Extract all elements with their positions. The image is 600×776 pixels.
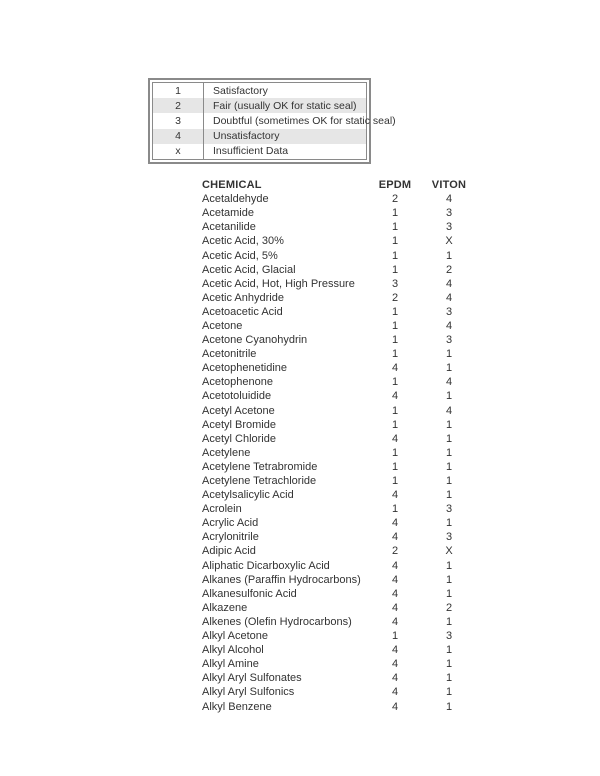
legend-rating-description: Doubtful (sometimes OK for static seal) bbox=[213, 115, 396, 127]
viton-rating: 1 bbox=[445, 686, 453, 699]
chemical-name: Acetic Acid, Glacial bbox=[202, 263, 296, 276]
epdm-rating: 4 bbox=[391, 559, 399, 572]
table-row bbox=[202, 699, 476, 713]
epdm-rating: 1 bbox=[391, 263, 399, 276]
table-row bbox=[202, 516, 476, 530]
table-row bbox=[202, 347, 476, 361]
viton-rating: 1 bbox=[445, 489, 453, 502]
chemical-name: Acetic Acid, 5% bbox=[202, 249, 278, 262]
chemical-name: Alkyl Benzene bbox=[202, 700, 272, 713]
epdm-rating: 1 bbox=[391, 503, 399, 516]
table-row bbox=[202, 573, 476, 587]
table-row bbox=[202, 248, 476, 262]
epdm-rating: 2 bbox=[391, 291, 399, 304]
chemical-name: Alkyl Aryl Sulfonates bbox=[202, 672, 302, 685]
column-header-epdm: EPDM bbox=[378, 179, 412, 192]
epdm-rating: 2 bbox=[391, 193, 399, 206]
chemical-name: Alkyl Aryl Sulfonics bbox=[202, 686, 295, 699]
epdm-rating: 1 bbox=[391, 630, 399, 643]
epdm-rating: 1 bbox=[391, 418, 399, 431]
viton-rating: 1 bbox=[445, 615, 453, 628]
viton-rating: 3 bbox=[445, 531, 453, 544]
epdm-rating: 2 bbox=[391, 545, 399, 558]
chemical-name: Acetylene bbox=[202, 446, 251, 459]
viton-rating: 3 bbox=[445, 503, 453, 516]
table-row bbox=[202, 559, 476, 573]
table-row bbox=[202, 220, 476, 234]
table-row bbox=[202, 460, 476, 474]
viton-rating: 1 bbox=[445, 249, 453, 262]
epdm-rating: 4 bbox=[391, 644, 399, 657]
viton-rating: 1 bbox=[445, 432, 453, 445]
viton-rating: 1 bbox=[445, 475, 453, 488]
chemical-name: Acetonitrile bbox=[202, 348, 257, 361]
chemical-name: Alkyl Acetone bbox=[202, 630, 269, 643]
viton-rating: 3 bbox=[445, 305, 453, 318]
chemical-name: Acetone Cyanohydrin bbox=[202, 334, 308, 347]
viton-rating: 1 bbox=[445, 517, 453, 530]
epdm-rating: 1 bbox=[391, 475, 399, 488]
table-row bbox=[202, 333, 476, 347]
table-row bbox=[202, 418, 476, 432]
epdm-rating: 4 bbox=[391, 362, 399, 375]
viton-rating: 1 bbox=[445, 700, 453, 713]
viton-rating: 1 bbox=[445, 672, 453, 685]
viton-rating: 1 bbox=[445, 390, 453, 403]
table-row bbox=[202, 291, 476, 305]
epdm-rating: 1 bbox=[391, 221, 399, 234]
table-row bbox=[202, 305, 476, 319]
legend-rating-code: 4 bbox=[153, 129, 204, 144]
epdm-rating: 4 bbox=[391, 531, 399, 544]
chemical-name: Acetoacetic Acid bbox=[202, 305, 283, 318]
chemical-name: Acetone bbox=[202, 319, 243, 332]
table-row bbox=[202, 361, 476, 375]
chemical-name: Acetyl Bromide bbox=[202, 418, 276, 431]
table-row bbox=[202, 404, 476, 418]
viton-rating: 1 bbox=[445, 362, 453, 375]
viton-rating: 1 bbox=[445, 658, 453, 671]
legend-row bbox=[153, 98, 366, 113]
chemical-name: Acetyl Acetone bbox=[202, 404, 275, 417]
chemical-name: Acrolein bbox=[202, 503, 242, 516]
rating-legend bbox=[148, 78, 396, 164]
viton-rating: 4 bbox=[445, 193, 453, 206]
table-row bbox=[202, 474, 476, 488]
chemical-name: Acetotoluidide bbox=[202, 390, 272, 403]
viton-rating: 1 bbox=[445, 587, 453, 600]
table-row bbox=[202, 389, 476, 403]
legend-row bbox=[153, 113, 396, 128]
epdm-rating: 4 bbox=[391, 489, 399, 502]
legend-rating-code: 2 bbox=[153, 98, 204, 113]
table-row bbox=[202, 601, 476, 615]
viton-rating: 4 bbox=[445, 277, 453, 290]
viton-rating: 2 bbox=[445, 263, 453, 276]
epdm-rating: 4 bbox=[391, 658, 399, 671]
chemical-name: Alkanesulfonic Acid bbox=[202, 587, 297, 600]
column-header-chemical: CHEMICAL bbox=[202, 179, 262, 192]
table-row bbox=[202, 446, 476, 460]
chemical-name: Acetyl Chloride bbox=[202, 432, 276, 445]
viton-rating: 1 bbox=[445, 573, 453, 586]
epdm-rating: 4 bbox=[391, 601, 399, 614]
legend-rating-description: Insufficient Data bbox=[213, 145, 289, 158]
chemical-name: Acrylic Acid bbox=[202, 517, 259, 530]
table-header-row bbox=[202, 178, 476, 192]
chemical-name: Alkazene bbox=[202, 601, 248, 614]
chemical-name: Acetaldehyde bbox=[202, 193, 269, 206]
epdm-rating: 4 bbox=[391, 517, 399, 530]
chemical-name: Acetamide bbox=[202, 207, 254, 220]
legend-rating-description: Satisfactory bbox=[213, 84, 268, 97]
table-row bbox=[202, 319, 476, 333]
table-row bbox=[202, 685, 476, 699]
viton-rating: 1 bbox=[445, 559, 453, 572]
chemical-name: Acetophenone bbox=[202, 376, 273, 389]
legend-row bbox=[153, 144, 366, 159]
chemical-name: Acrylonitrile bbox=[202, 531, 259, 544]
table-row bbox=[202, 234, 476, 248]
viton-rating: 1 bbox=[445, 418, 453, 431]
chemical-name: Acetanilide bbox=[202, 221, 256, 234]
table-row bbox=[202, 629, 476, 643]
viton-rating: 4 bbox=[445, 404, 453, 417]
viton-rating: 3 bbox=[445, 207, 453, 220]
epdm-rating: 4 bbox=[391, 587, 399, 600]
viton-rating: 1 bbox=[445, 446, 453, 459]
column-header-viton: VITON bbox=[431, 179, 467, 192]
table-row bbox=[202, 544, 476, 558]
viton-rating: 3 bbox=[445, 630, 453, 643]
viton-rating: 1 bbox=[445, 460, 453, 473]
viton-rating: X bbox=[445, 545, 453, 558]
viton-rating: 4 bbox=[445, 376, 453, 389]
table-row bbox=[202, 192, 476, 206]
table-row bbox=[202, 657, 476, 671]
legend-table bbox=[152, 82, 396, 160]
table-row bbox=[202, 643, 476, 657]
epdm-rating: 1 bbox=[391, 235, 399, 248]
chemical-compatibility-table bbox=[202, 178, 476, 714]
epdm-rating: 1 bbox=[391, 319, 399, 332]
epdm-rating: 4 bbox=[391, 432, 399, 445]
legend-rating-code: x bbox=[153, 144, 204, 159]
viton-rating: 1 bbox=[445, 348, 453, 361]
viton-rating: 4 bbox=[445, 291, 453, 304]
chemical-name: Acetic Acid, Hot, High Pressure bbox=[202, 277, 355, 290]
epdm-rating: 1 bbox=[391, 334, 399, 347]
legend-rating-description: Fair (usually OK for static seal) bbox=[213, 99, 357, 112]
epdm-rating: 4 bbox=[391, 615, 399, 628]
viton-rating: X bbox=[445, 235, 453, 248]
epdm-rating: 1 bbox=[391, 249, 399, 262]
table-row bbox=[202, 277, 476, 291]
chemical-name: Acetylene Tetrachloride bbox=[202, 475, 317, 488]
chemical-name: Aliphatic Dicarboxylic Acid bbox=[202, 559, 330, 572]
epdm-rating: 3 bbox=[391, 277, 399, 290]
table-row bbox=[202, 671, 476, 685]
table-row bbox=[202, 432, 476, 446]
legend-rating-code: 3 bbox=[153, 113, 204, 128]
epdm-rating: 1 bbox=[391, 348, 399, 361]
chemical-name: Alkyl Alcohol bbox=[202, 644, 264, 657]
table-row bbox=[202, 488, 476, 502]
epdm-rating: 1 bbox=[391, 207, 399, 220]
table-row bbox=[202, 502, 476, 516]
table-row bbox=[202, 530, 476, 544]
table-body bbox=[202, 192, 476, 713]
epdm-rating: 1 bbox=[391, 460, 399, 473]
chemical-name: Acetylsalicylic Acid bbox=[202, 489, 294, 502]
chemical-name: Alkenes (Olefin Hydrocarbons) bbox=[202, 615, 352, 628]
epdm-rating: 4 bbox=[391, 573, 399, 586]
epdm-rating: 1 bbox=[391, 305, 399, 318]
epdm-rating: 1 bbox=[391, 376, 399, 389]
table-row bbox=[202, 375, 476, 389]
legend-rating-description: Unsatisfactory bbox=[213, 130, 280, 143]
viton-rating: 4 bbox=[445, 319, 453, 332]
epdm-rating: 4 bbox=[391, 686, 399, 699]
chemical-name: Acetophenetidine bbox=[202, 362, 288, 375]
viton-rating: 3 bbox=[445, 334, 453, 347]
epdm-rating: 1 bbox=[391, 404, 399, 417]
legend-rating-code: 1 bbox=[153, 83, 204, 98]
viton-rating: 1 bbox=[445, 644, 453, 657]
viton-rating: 3 bbox=[445, 221, 453, 234]
chemical-name: Acetic Anhydride bbox=[202, 291, 284, 304]
viton-rating: 2 bbox=[445, 601, 453, 614]
legend-row bbox=[153, 129, 366, 144]
chemical-name: Alkyl Amine bbox=[202, 658, 259, 671]
chemical-name: Adipic Acid bbox=[202, 545, 256, 558]
legend-row bbox=[153, 83, 366, 98]
epdm-rating: 4 bbox=[391, 390, 399, 403]
table-row bbox=[202, 206, 476, 220]
table-row bbox=[202, 587, 476, 601]
chemical-name: Alkanes (Paraffin Hydrocarbons) bbox=[202, 573, 361, 586]
table-row bbox=[202, 615, 476, 629]
chemical-name: Acetylene Tetrabromide bbox=[202, 460, 318, 473]
epdm-rating: 1 bbox=[391, 446, 399, 459]
epdm-rating: 4 bbox=[391, 672, 399, 685]
chemical-name: Acetic Acid, 30% bbox=[202, 235, 284, 248]
table-row bbox=[202, 263, 476, 277]
epdm-rating: 4 bbox=[391, 700, 399, 713]
